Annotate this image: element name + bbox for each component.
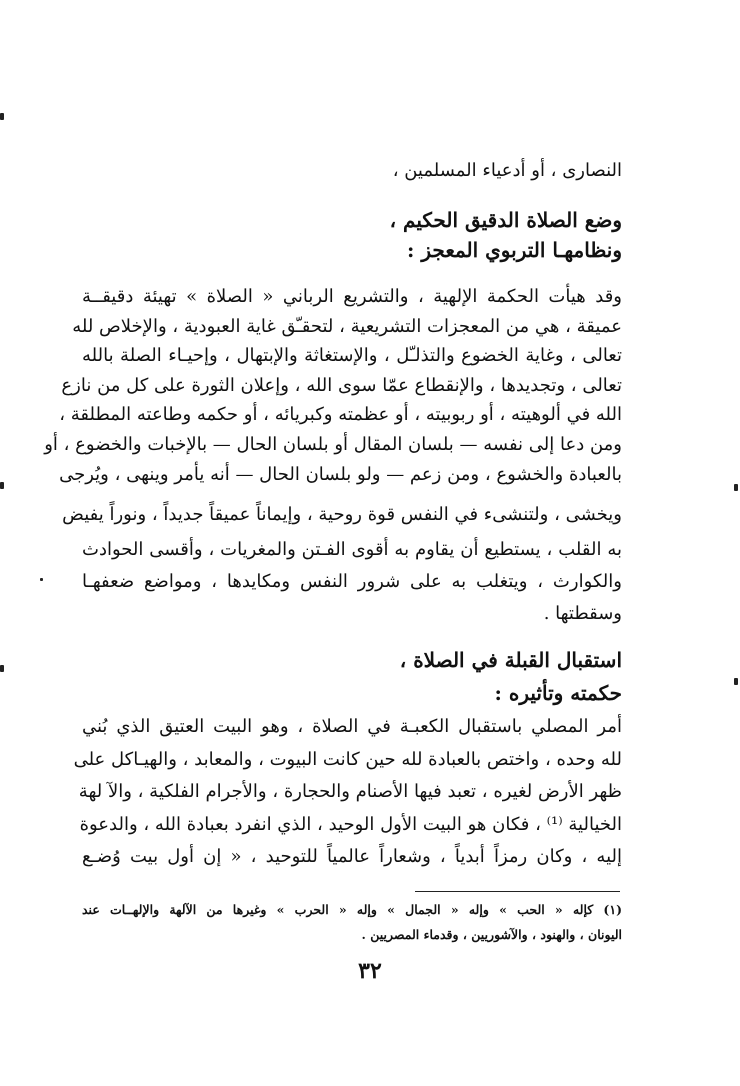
- paragraph-line: لله وحده ، واختص بالعبادة لله حين كانت البيوت ، والمعابد ، والهيـاكل على: [73, 749, 622, 770]
- paragraph-line: به القلب ، يستطيع أن يقاوم به أقوى الفـتن والمغريات ، وأقسى الحوادث: [82, 539, 622, 560]
- scan-mark: [0, 482, 4, 489]
- paragraph-line: والكوارث ، ويتغلب به على شرور النفس ومكايدها ، ومواضع ضعفهـا: [82, 571, 622, 592]
- paragraph-line: ويخشى ، ولتنشىء في النفس قوة روحية ، وإيماناً عميقاً جديداً ، ونوراً يفيض: [62, 504, 622, 525]
- section-heading: استقبال القبلة في الصلاة ،: [399, 648, 622, 672]
- scan-mark: [734, 484, 738, 491]
- section-heading: حكمته وتأثيره :: [494, 681, 622, 705]
- scan-mark: [0, 665, 4, 672]
- footnote-divider: [415, 891, 620, 892]
- footnote-line: (١) كإله « الحب » وإله « الجمال » وإله « الحرب » وغيرها من الآلهة والإلهــات عند: [82, 902, 622, 917]
- paragraph-line: وقد هيأت الحكمة الإلهية ، والتشريع الرباني « الصلاة » تهيئة دقيقــة: [82, 286, 622, 307]
- paragraph-line: وسقطتها .: [543, 603, 622, 624]
- paragraph-line: الخيالية ⁽¹⁾ ، فكان هو البيت الأول الوحيد ، الذي انفرد بعبادة الله ، والدعوة: [79, 814, 622, 835]
- paragraph-line: بالعبادة والخشوع ، ومن زعم — ولو بلسان الحال — أنه يأمر وينهى ، ويُرجى: [59, 464, 622, 485]
- page-number: ٣٢: [358, 958, 382, 984]
- scan-mark: [734, 678, 738, 685]
- paragraph-line: عميقة ، هي من المعجزات التشريعية ، لتحقـّق غاية العبودية ، والإخلاص لله: [72, 316, 622, 337]
- section-heading: وضع الصلاة الدقيق الحكيم ،: [389, 208, 622, 232]
- paragraph-line: ومن دعا إلى نفسه — بلسان المقال أو بلسان الحال — بالإخبات والخضوع ، أو: [44, 434, 622, 455]
- paragraph-line: إليه ، وكان رمزاً أبدياً ، وشعاراً عالمياً للتوحيد ، « إن أول بيت وُضـع: [82, 846, 622, 867]
- paragraph-line: الله في ألوهيته ، أو ربوبيته ، أو عظمته وكبريائه ، أو حكمه وطاعته المطلقة ،: [59, 404, 622, 425]
- text-line: النصارى ، أو أدعياء المسلمين ،: [392, 160, 622, 181]
- footnote-line: اليونان ، والهنود ، والآشوريين ، وقدماء المصريين .: [361, 927, 622, 942]
- paragraph-line: تعالى ، وغاية الخضوع والتذلـّل ، والإستغاثة والإبتهال ، وإحيـاء الصلة بالله: [82, 345, 622, 366]
- paragraph-line: أمر المصلي باستقبال الكعبـة في الصلاة ، وهو البيت العتيق الذي بُني: [82, 716, 622, 737]
- section-heading: ونظامهـا التربوي المعجز :: [407, 238, 622, 262]
- scan-mark: [0, 113, 4, 120]
- paragraph-line: ظهر الأرض لغيره ، تعبد فيها الأصنام والحجارة ، والأجرام الفلكية ، والآ لهة: [78, 781, 622, 802]
- paragraph-line: تعالى ، وتجديدها ، والإنقطاع عمّا سوى الله ، وإعلان الثورة على كل من نازع: [61, 375, 622, 396]
- scan-mark: [40, 578, 43, 581]
